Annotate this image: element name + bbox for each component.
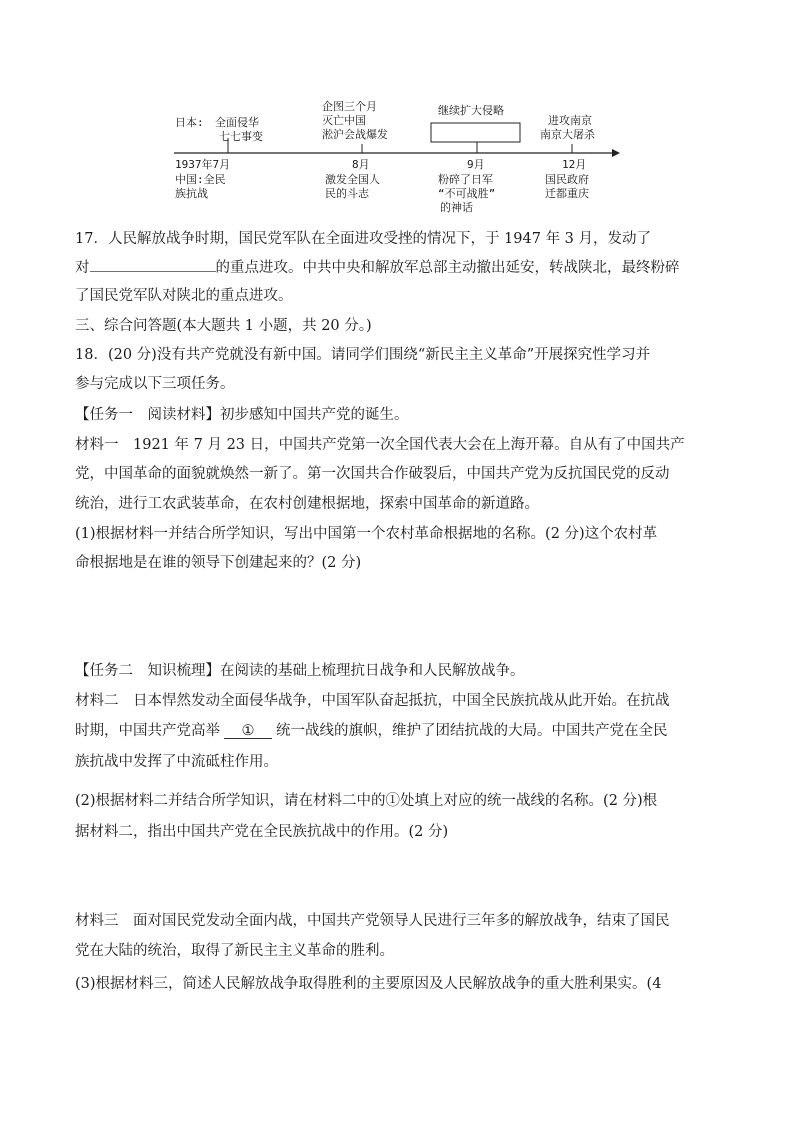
q18-3-line-1: (3)根据材料三，简述人民解放战争取得胜利的主要原因及人民解放战争的重大胜利果实。(4 [75, 976, 662, 992]
timeline-svg [0, 0, 794, 225]
q17-suffix: 的重点进攻。中共中央和解放军总部主动撤出延安，转战陕北，最终粉碎 [215, 260, 680, 276]
top-event-aug-1: 企图三个月 [322, 100, 377, 113]
material3-line-1: 材料三 面对国民党发动全面内战，中国共产党领导人民进行三年多的解放战争，结束了国民 [75, 913, 670, 929]
q18-intro-2: 参与完成以下三项任务。 [75, 376, 235, 392]
top-event-dec-2: 南京大屠杀 [540, 128, 595, 141]
q17-prefix: 对 [75, 260, 90, 276]
top-event-jul-2: 七七事变 [219, 130, 263, 143]
date-dec: 12月 [562, 158, 587, 171]
q18-2-line-1: (2)根据材料二并结合所学知识，请在材料二中的①处填上对应的统一战线的名称。(2 分)根 [75, 793, 658, 809]
task2-heading: 【任务二 知识梳理】在阅读的基础上梳理抗日战争和人民解放战争。 [75, 663, 525, 679]
q18-1-line-2: 命根据地是在谁的领导下创建起来的？(2 分) [75, 555, 362, 571]
bottom-event-aug-1: 激发全国人 [325, 173, 380, 186]
material1-line-3: 统治，进行工农武装革命，在农村创建根据地，探索中国革命的新道路。 [75, 496, 539, 512]
material2-line-2 [75, 721, 668, 741]
bottom-event-sep-3: 的神话 [440, 201, 473, 214]
top-event-sep-1: 继续扩大侵略 [438, 104, 504, 117]
date-jul: 1937年7月 [175, 158, 231, 171]
top-event-aug-2: 灭亡中国 [322, 114, 366, 127]
material3-line-2: 党在大陆的统治，取得了新民主主义革命的胜利。 [75, 943, 394, 959]
q18-1-line-1: (1)根据材料一并结合所学知识，写出中国第一个农村革命根据地的名称。(2 分)这个农村革 [75, 526, 658, 542]
material2-blank-1[interactable]: ① [224, 724, 272, 739]
material1-line-1: 材料一 1921 年 7 月 23 日，中国共产党第一次全国代表大会在上海开幕。自从有了中国共产 [75, 437, 685, 453]
q18-2-line-2: 据材料二，指出中国共产党在全民族抗战中的作用。(2 分) [75, 824, 449, 840]
bottom-event-jul-2: 族抗战 [175, 187, 208, 200]
q17-line-1: 17．人民解放战争时期，国民党军队在全面进攻受挫的情况下，于 1947 年 3 月，发动了 [75, 231, 652, 247]
task1-heading: 【任务一 阅读材料】初步感知中国共产党的诞生。 [75, 407, 409, 423]
q17-line-2 [75, 257, 680, 278]
date-sep: 9月 [467, 158, 485, 171]
section-3-heading: 三、综合问答题(本大题共 1 小题，共 20 分。) [75, 318, 372, 334]
material2-prefix: 时期，中国共产党高举 [75, 723, 220, 739]
bottom-event-sep-1: 粉碎了日军 [438, 173, 493, 186]
sep-event-box [431, 123, 520, 142]
bottom-event-aug-2: 民的斗志 [325, 187, 369, 200]
material2-suffix: 统一战线的旗帜，维护了团结抗战的大局。中国共产党在全民 [276, 723, 668, 739]
date-aug: 8月 [352, 158, 370, 171]
timeline-arrow-icon [612, 149, 620, 157]
material2-line-1: 材料二 日本悍然发动全面侵华战争，中国军队奋起抵抗，中国全民族抗战从此开始。在抗战 [75, 693, 670, 709]
timeline-japan-label: 日本: [175, 116, 204, 129]
q18-intro-1: 18．(20 分)没有共产党就没有新中国。请同学们围绕“新民主主义革命”开展探究性学习并 [75, 347, 651, 363]
q17-line-3: 了国民党军队对陕北的重点进攻。 [75, 288, 293, 304]
timeline-figure [0, 0, 794, 225]
q17-answer-blank[interactable] [90, 257, 216, 272]
bottom-event-jul-1: 中国:全民 [175, 173, 226, 186]
material1-line-2: 党，中国革命的面貌就焕然一新了。第一次国共合作破裂后，中国共产党为反抗国民党的反动 [75, 466, 670, 482]
bottom-event-dec-2: 迁都重庆 [545, 187, 589, 200]
top-event-dec-1: 进攻南京 [548, 114, 592, 127]
top-event-jul-1: 全面侵华 [215, 116, 259, 129]
bottom-event-dec-1: 国民政府 [545, 173, 589, 186]
material2-line-3: 族抗战中发挥了中流砥柱作用。 [75, 754, 278, 770]
bottom-event-sep-2: “不可战胜” [438, 187, 496, 200]
top-event-aug-3: 淞沪会战爆发 [322, 128, 388, 141]
